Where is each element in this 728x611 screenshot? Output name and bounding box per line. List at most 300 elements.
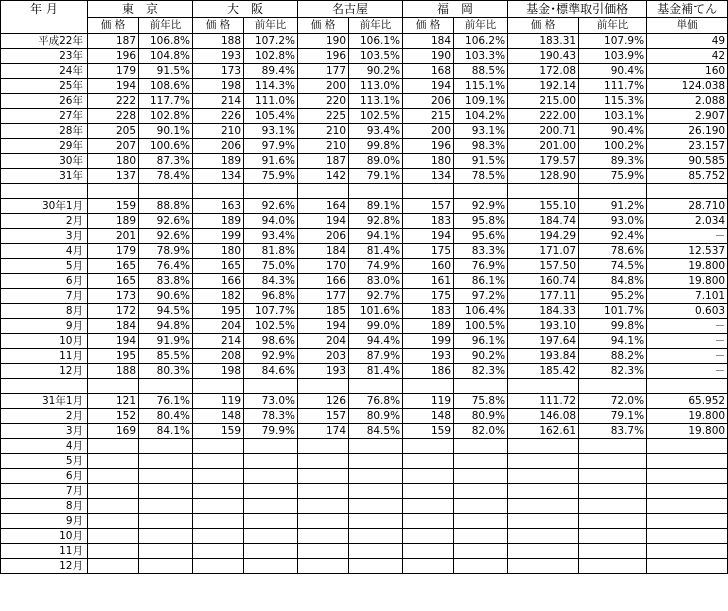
cell-tokyo-y: 92.6% [139, 214, 193, 229]
cell-osaka-y: 78.3% [244, 409, 298, 424]
row-label: 28年 [1, 124, 88, 139]
cell-subsidy: 23.157 [647, 139, 728, 154]
cell-osaka-p [193, 454, 244, 469]
cell-nagoya-p [298, 439, 349, 454]
cell-tokyo-p: 195 [88, 349, 139, 364]
cell-tokyo-p: 152 [88, 409, 139, 424]
cell-fund-p: 193.10 [508, 319, 579, 334]
cell-fukuoka-p: 168 [403, 64, 454, 79]
cell-fund-y: 95.2% [579, 289, 647, 304]
table-row [1, 274, 728, 289]
cell-tokyo-p: 179 [88, 244, 139, 259]
cell-tokyo-p [88, 499, 139, 514]
table-row [1, 514, 728, 529]
cell-fund-y [579, 484, 647, 499]
cell-tokyo-y: 100.6% [139, 139, 193, 154]
cell-nagoya-p: 164 [298, 199, 349, 214]
cell-fund-y: 74.5% [579, 259, 647, 274]
cell-fukuoka-y [454, 499, 508, 514]
cell-tokyo-p [88, 559, 139, 574]
cell-tokyo-y: 117.7% [139, 94, 193, 109]
spacer-cell [508, 184, 579, 199]
row-label: 9月 [1, 514, 88, 529]
cell-tokyo-p: 137 [88, 169, 139, 184]
table-row [1, 64, 728, 79]
spacer-cell [579, 184, 647, 199]
cell-fund-y: 79.1% [579, 409, 647, 424]
cell-nagoya-y: 89.1% [349, 199, 403, 214]
cell-osaka-p: 210 [193, 124, 244, 139]
cell-fukuoka-y [454, 544, 508, 559]
cell-fukuoka-y [454, 454, 508, 469]
cell-fukuoka-y [454, 439, 508, 454]
header-price: 価 格 [508, 18, 579, 34]
cell-nagoya-y: 84.5% [349, 424, 403, 439]
cell-fund-y [579, 544, 647, 559]
header-blank [1, 18, 88, 34]
cell-fukuoka-p: 119 [403, 394, 454, 409]
cell-nagoya-y: 81.4% [349, 244, 403, 259]
cell-fukuoka-p [403, 439, 454, 454]
cell-nagoya-y: 74.9% [349, 259, 403, 274]
cell-osaka-y: 92.6% [244, 199, 298, 214]
cell-fukuoka-y: 106.4% [454, 304, 508, 319]
cell-nagoya-p: 194 [298, 319, 349, 334]
cell-tokyo-p: 228 [88, 109, 139, 124]
cell-subsidy: 124.038 [647, 79, 728, 94]
cell-tokyo-p: 222 [88, 94, 139, 109]
cell-fund-p [508, 544, 579, 559]
cell-fund-y: 75.9% [579, 169, 647, 184]
row-label: 5月 [1, 259, 88, 274]
cell-fund-p: 192.14 [508, 79, 579, 94]
cell-osaka-p: 119 [193, 394, 244, 409]
cell-subsidy: 2.034 [647, 214, 728, 229]
header-row-1 [1, 1, 728, 18]
cell-tokyo-y [139, 499, 193, 514]
cell-tokyo-p: 196 [88, 49, 139, 64]
cell-subsidy: 7.101 [647, 289, 728, 304]
cell-tokyo-p: 194 [88, 79, 139, 94]
row-label: 11月 [1, 544, 88, 559]
cell-osaka-p: 208 [193, 349, 244, 364]
spacer-cell [139, 184, 193, 199]
cell-tokyo-y: 85.5% [139, 349, 193, 364]
cell-tokyo-p: 207 [88, 139, 139, 154]
header-row-2 [1, 18, 728, 34]
row-label: 3月 [1, 229, 88, 244]
spacer-row [1, 184, 728, 199]
cell-osaka-y [244, 559, 298, 574]
cell-fund-p: 215.00 [508, 94, 579, 109]
cell-subsidy: 65.952 [647, 394, 728, 409]
cell-fund-y: 100.2% [579, 139, 647, 154]
cell-osaka-p: 134 [193, 169, 244, 184]
cell-subsidy: 2.088 [647, 94, 728, 109]
cell-fund-y: 99.8% [579, 319, 647, 334]
cell-nagoya-p: 177 [298, 64, 349, 79]
cell-nagoya-p: 185 [298, 304, 349, 319]
cell-fund-y [579, 469, 647, 484]
cell-fund-y: 82.3% [579, 364, 647, 379]
cell-tokyo-y [139, 454, 193, 469]
cell-nagoya-p: 206 [298, 229, 349, 244]
cell-osaka-y: 105.4% [244, 109, 298, 124]
cell-nagoya-p: 193 [298, 364, 349, 379]
cell-tokyo-y: 84.1% [139, 424, 193, 439]
cell-fund-y: 115.3% [579, 94, 647, 109]
cell-nagoya-y: 103.5% [349, 49, 403, 64]
header-tokyo: 東 京 [88, 1, 193, 18]
cell-tokyo-y: 91.9% [139, 334, 193, 349]
cell-fund-p [508, 469, 579, 484]
cell-osaka-p [193, 559, 244, 574]
cell-fukuoka-p: 193 [403, 349, 454, 364]
cell-osaka-y [244, 439, 298, 454]
cell-fukuoka-y: 97.2% [454, 289, 508, 304]
cell-osaka-y: 107.2% [244, 34, 298, 49]
row-label: 9月 [1, 319, 88, 334]
cell-osaka-p: 198 [193, 79, 244, 94]
cell-tokyo-p: 179 [88, 64, 139, 79]
cell-nagoya-p: 174 [298, 424, 349, 439]
cell-fukuoka-y: 78.5% [454, 169, 508, 184]
cell-osaka-p [193, 469, 244, 484]
cell-subsidy [647, 469, 728, 484]
cell-osaka-y: 114.3% [244, 79, 298, 94]
spacer-cell [298, 379, 349, 394]
cell-osaka-p: 193 [193, 49, 244, 64]
table-row [1, 169, 728, 184]
cell-fukuoka-p: 161 [403, 274, 454, 289]
cell-tokyo-y: 94.8% [139, 319, 193, 334]
table-row [1, 289, 728, 304]
cell-fukuoka-y: 103.3% [454, 49, 508, 64]
cell-fukuoka-p [403, 514, 454, 529]
cell-tokyo-y: 102.8% [139, 109, 193, 124]
header-osaka: 大 阪 [193, 1, 298, 18]
cell-fund-p [508, 529, 579, 544]
cell-osaka-p [193, 484, 244, 499]
header-price: 価 格 [298, 18, 349, 34]
cell-osaka-y [244, 454, 298, 469]
table-row [1, 484, 728, 499]
cell-fukuoka-y: 75.8% [454, 394, 508, 409]
spacer-cell [88, 379, 139, 394]
cell-osaka-p [193, 544, 244, 559]
cell-tokyo-y: 78.9% [139, 244, 193, 259]
cell-osaka-y: 91.6% [244, 154, 298, 169]
cell-subsidy: 19.800 [647, 424, 728, 439]
cell-nagoya-y [349, 529, 403, 544]
table-row [1, 424, 728, 439]
row-label: 25年 [1, 79, 88, 94]
cell-subsidy: － [647, 229, 728, 244]
cell-nagoya-p: 170 [298, 259, 349, 274]
spacer-cell [403, 184, 454, 199]
cell-subsidy: 85.752 [647, 169, 728, 184]
cell-nagoya-y [349, 469, 403, 484]
row-label: 6月 [1, 274, 88, 289]
row-label: 4月 [1, 439, 88, 454]
cell-fund-p: 185.42 [508, 364, 579, 379]
spacer-cell [193, 379, 244, 394]
cell-osaka-p [193, 529, 244, 544]
row-label: 7月 [1, 289, 88, 304]
cell-tokyo-p: 187 [88, 34, 139, 49]
cell-nagoya-y: 99.8% [349, 139, 403, 154]
row-label: 30年1月 [1, 199, 88, 214]
cell-fund-p: 155.10 [508, 199, 579, 214]
cell-fund-y [579, 454, 647, 469]
row-label: 平成22年 [1, 34, 88, 49]
cell-fund-p: 128.90 [508, 169, 579, 184]
cell-fukuoka-p: 148 [403, 409, 454, 424]
cell-fukuoka-y: 98.3% [454, 139, 508, 154]
table-row [1, 79, 728, 94]
cell-osaka-y: 94.0% [244, 214, 298, 229]
cell-tokyo-y: 90.6% [139, 289, 193, 304]
cell-fund-p: 146.08 [508, 409, 579, 424]
cell-tokyo-p [88, 454, 139, 469]
table-row [1, 34, 728, 49]
cell-osaka-y [244, 529, 298, 544]
cell-fukuoka-y: 80.9% [454, 409, 508, 424]
cell-nagoya-p [298, 529, 349, 544]
table-row [1, 469, 728, 484]
cell-nagoya-p [298, 499, 349, 514]
cell-osaka-y: 92.9% [244, 349, 298, 364]
cell-subsidy: 26.190 [647, 124, 728, 139]
cell-nagoya-p: 166 [298, 274, 349, 289]
cell-osaka-y: 93.4% [244, 229, 298, 244]
cell-fund-y: 90.4% [579, 124, 647, 139]
cell-tokyo-p [88, 439, 139, 454]
cell-tokyo-y: 76.1% [139, 394, 193, 409]
cell-fund-y [579, 439, 647, 454]
row-label: 29年 [1, 139, 88, 154]
row-label: 10月 [1, 529, 88, 544]
cell-fund-p: 222.00 [508, 109, 579, 124]
cell-fukuoka-y: 93.1% [454, 124, 508, 139]
spacer-cell [349, 184, 403, 199]
cell-fund-y: 83.7% [579, 424, 647, 439]
row-label: 26年 [1, 94, 88, 109]
cell-osaka-p: 214 [193, 94, 244, 109]
cell-tokyo-y: 92.6% [139, 229, 193, 244]
cell-nagoya-p: 194 [298, 214, 349, 229]
row-label: 23年 [1, 49, 88, 64]
cell-tokyo-y: 76.4% [139, 259, 193, 274]
row-label: 31年1月 [1, 394, 88, 409]
spacer-cell [193, 184, 244, 199]
cell-fund-p: 184.74 [508, 214, 579, 229]
cell-fund-p: 160.74 [508, 274, 579, 289]
spacer-cell [244, 379, 298, 394]
cell-osaka-p [193, 514, 244, 529]
cell-nagoya-p: 190 [298, 34, 349, 49]
cell-fund-p: 172.08 [508, 64, 579, 79]
cell-fukuoka-y: 100.5% [454, 319, 508, 334]
cell-fund-p: 184.33 [508, 304, 579, 319]
cell-fukuoka-p [403, 559, 454, 574]
cell-fund-p: 190.43 [508, 49, 579, 64]
spacer-cell [647, 379, 728, 394]
cell-tokyo-p [88, 514, 139, 529]
spacer-cell [454, 184, 508, 199]
cell-fukuoka-p: 175 [403, 289, 454, 304]
header-fukuoka: 福 岡 [403, 1, 508, 18]
cell-fund-y: 78.6% [579, 244, 647, 259]
cell-subsidy [647, 439, 728, 454]
table-row [1, 109, 728, 124]
cell-subsidy: － [647, 349, 728, 364]
cell-fukuoka-p: 186 [403, 364, 454, 379]
spacer-cell [454, 379, 508, 394]
cell-nagoya-y [349, 439, 403, 454]
cell-tokyo-p: 121 [88, 394, 139, 409]
cell-osaka-y: 111.0% [244, 94, 298, 109]
cell-fund-p: 157.50 [508, 259, 579, 274]
row-label: 8月 [1, 304, 88, 319]
cell-subsidy: 42 [647, 49, 728, 64]
cell-fukuoka-y: 104.2% [454, 109, 508, 124]
spacer-cell [349, 379, 403, 394]
cell-osaka-p: 226 [193, 109, 244, 124]
cell-nagoya-p: 196 [298, 49, 349, 64]
cell-nagoya-y [349, 454, 403, 469]
cell-subsidy: － [647, 334, 728, 349]
cell-fund-p [508, 499, 579, 514]
cell-nagoya-p: 126 [298, 394, 349, 409]
header-unit-price: 単価 [647, 18, 728, 34]
cell-fukuoka-p: 199 [403, 334, 454, 349]
header-yoy: 前年比 [579, 18, 647, 34]
row-label: 12月 [1, 364, 88, 379]
cell-fukuoka-p: 160 [403, 259, 454, 274]
header-nagoya: 名古屋 [298, 1, 403, 18]
cell-fukuoka-p [403, 469, 454, 484]
cell-osaka-y: 93.1% [244, 124, 298, 139]
cell-nagoya-p: 220 [298, 94, 349, 109]
row-label: 3月 [1, 424, 88, 439]
table-row [1, 229, 728, 244]
cell-fukuoka-p [403, 484, 454, 499]
cell-nagoya-y: 81.4% [349, 364, 403, 379]
table-row [1, 49, 728, 64]
cell-fukuoka-p: 183 [403, 214, 454, 229]
cell-tokyo-y: 87.3% [139, 154, 193, 169]
cell-osaka-y: 96.8% [244, 289, 298, 304]
cell-nagoya-y: 76.8% [349, 394, 403, 409]
table-row [1, 214, 728, 229]
spacer-cell [508, 379, 579, 394]
cell-nagoya-p [298, 484, 349, 499]
cell-subsidy: 19.800 [647, 259, 728, 274]
cell-nagoya-y: 93.4% [349, 124, 403, 139]
cell-tokyo-p: 188 [88, 364, 139, 379]
cell-tokyo-p: 194 [88, 334, 139, 349]
header-yoy: 前年比 [139, 18, 193, 34]
cell-tokyo-y: 94.5% [139, 304, 193, 319]
table-row [1, 454, 728, 469]
header-year-month: 年 月 [1, 1, 88, 18]
table-row [1, 154, 728, 169]
row-label: 2月 [1, 214, 88, 229]
cell-nagoya-y [349, 484, 403, 499]
table-row [1, 499, 728, 514]
cell-osaka-p: 189 [193, 154, 244, 169]
cell-osaka-y: 84.6% [244, 364, 298, 379]
cell-tokyo-y: 106.8% [139, 34, 193, 49]
table-row [1, 259, 728, 274]
cell-nagoya-y [349, 499, 403, 514]
cell-fund-y: 92.4% [579, 229, 647, 244]
cell-fund-y: 103.9% [579, 49, 647, 64]
cell-fukuoka-y: 115.1% [454, 79, 508, 94]
header-price: 価 格 [88, 18, 139, 34]
header-yoy: 前年比 [454, 18, 508, 34]
cell-nagoya-y: 92.7% [349, 289, 403, 304]
cell-fukuoka-p: 175 [403, 244, 454, 259]
cell-fukuoka-y [454, 484, 508, 499]
cell-tokyo-y [139, 529, 193, 544]
cell-nagoya-y: 83.0% [349, 274, 403, 289]
table-row [1, 199, 728, 214]
cell-tokyo-p [88, 529, 139, 544]
header-fund-subsidy: 基金補てん [647, 1, 728, 18]
cell-tokyo-y: 104.8% [139, 49, 193, 64]
row-label: 4月 [1, 244, 88, 259]
cell-subsidy [647, 454, 728, 469]
cell-nagoya-y: 106.1% [349, 34, 403, 49]
cell-osaka-p: 182 [193, 289, 244, 304]
cell-subsidy [647, 514, 728, 529]
cell-osaka-p: 165 [193, 259, 244, 274]
cell-fund-p [508, 514, 579, 529]
cell-fukuoka-y: 86.1% [454, 274, 508, 289]
cell-osaka-p: 199 [193, 229, 244, 244]
cell-fukuoka-y: 95.8% [454, 214, 508, 229]
cell-nagoya-y: 113.1% [349, 94, 403, 109]
cell-subsidy: 0.603 [647, 304, 728, 319]
cell-osaka-y: 75.9% [244, 169, 298, 184]
cell-osaka-p: 166 [193, 274, 244, 289]
cell-tokyo-p: 165 [88, 259, 139, 274]
cell-tokyo-p: 205 [88, 124, 139, 139]
cell-fund-y [579, 529, 647, 544]
cell-osaka-p: 159 [193, 424, 244, 439]
cell-subsidy [647, 499, 728, 514]
cell-osaka-y [244, 469, 298, 484]
cell-tokyo-y: 83.8% [139, 274, 193, 289]
spacer-cell [298, 184, 349, 199]
cell-nagoya-y: 113.0% [349, 79, 403, 94]
cell-fukuoka-y [454, 529, 508, 544]
cell-osaka-p: 173 [193, 64, 244, 79]
cell-fukuoka-p: 157 [403, 199, 454, 214]
cell-nagoya-y: 102.5% [349, 109, 403, 124]
cell-fund-y: 89.3% [579, 154, 647, 169]
cell-subsidy: 160 [647, 64, 728, 79]
table-row [1, 94, 728, 109]
cell-fukuoka-y [454, 559, 508, 574]
cell-fukuoka-p [403, 544, 454, 559]
cell-nagoya-p: 204 [298, 334, 349, 349]
cell-nagoya-p: 142 [298, 169, 349, 184]
cell-tokyo-y [139, 559, 193, 574]
cell-subsidy: － [647, 364, 728, 379]
